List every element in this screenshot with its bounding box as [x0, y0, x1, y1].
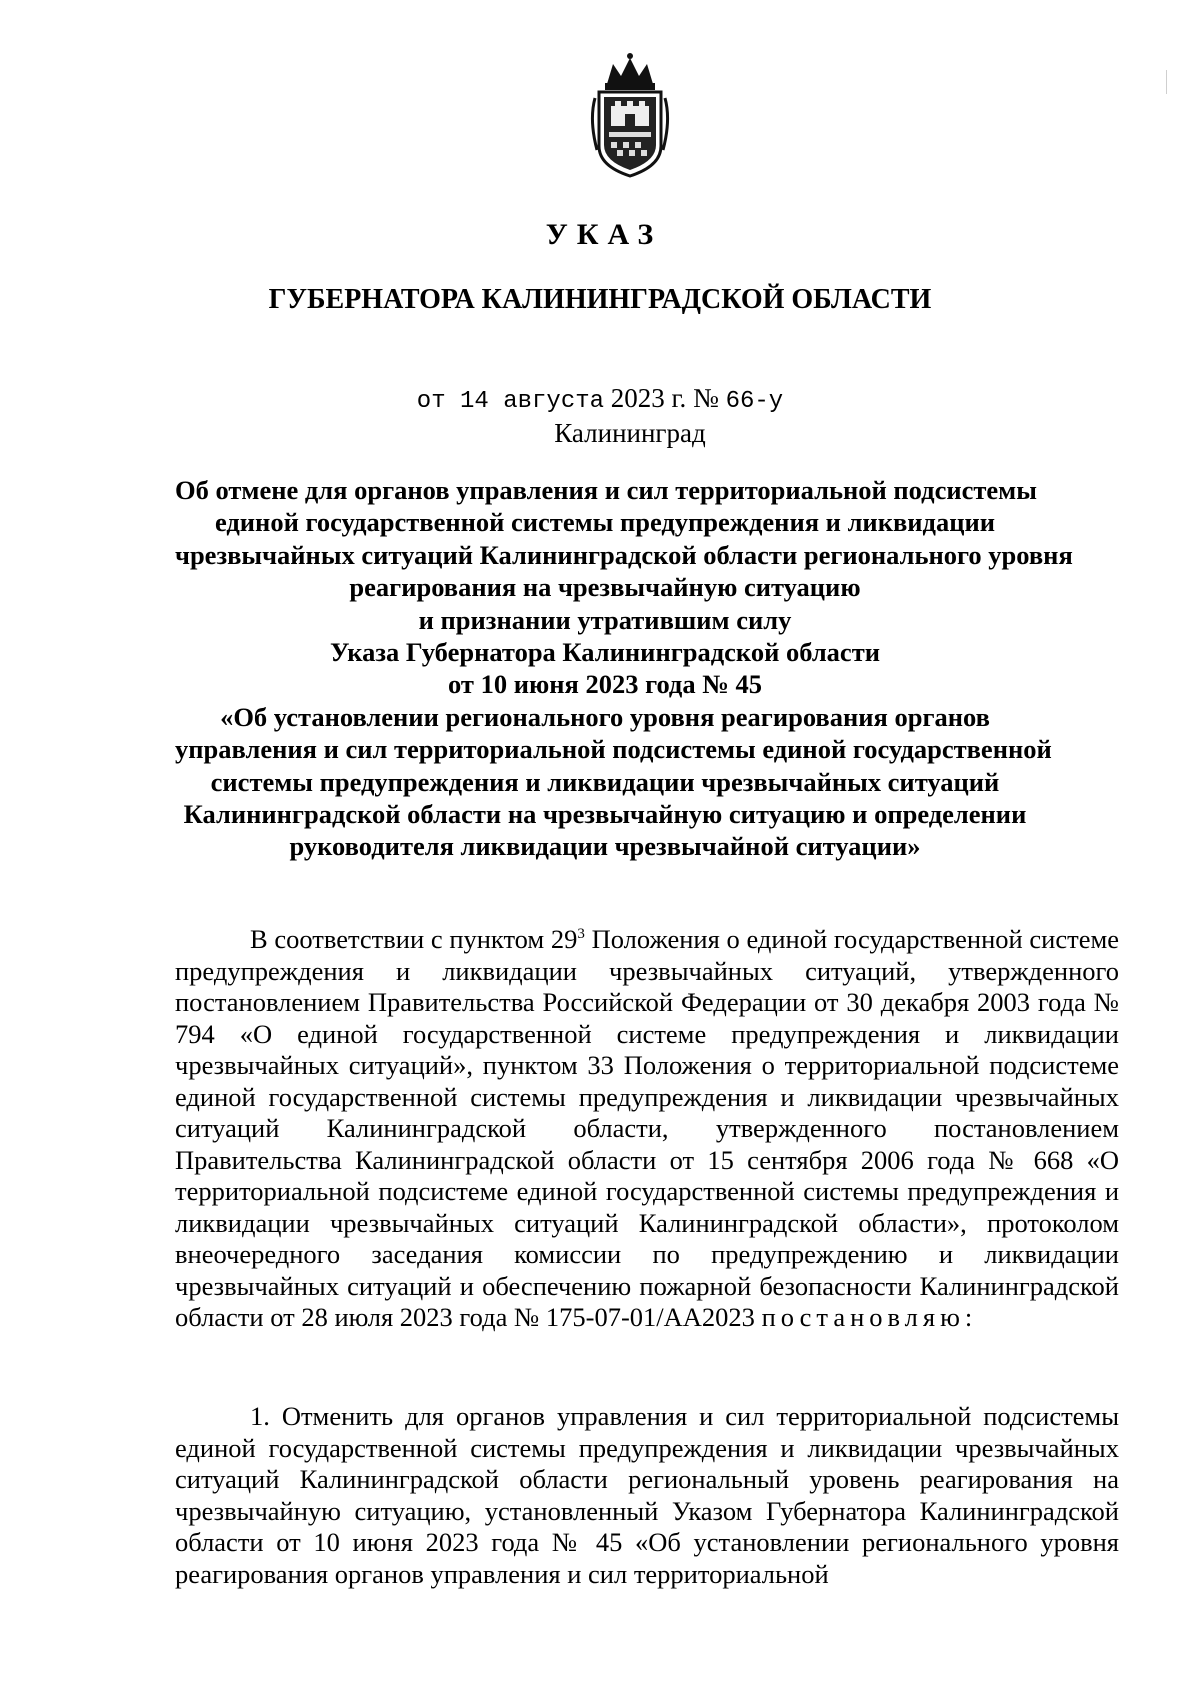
title-line: Калининградской области на чрезвычайную ситуацию и определении — [183, 799, 1027, 830]
title-line: управления и сил территориальной подсистемы единой государственной — [175, 734, 1052, 765]
date-year: 2023 г. — [610, 383, 687, 413]
coat-of-arms-icon — [585, 50, 675, 180]
city: Калининград — [554, 418, 706, 448]
title-line: и признании утратившим силу — [418, 604, 792, 635]
preamble-text: Положения о единой государственной системе предупреждения и ликвидации чрезвычайных ситуаций, утвержденного постановлением Правительства Российской Федерации от 30 декабря 2003 года № 794 «О единой государственной системе предупреждения и ликвидации чрезвычайных ситуаций», пунктом 33 Положения о территориальной подсистеме единой государственной системы предупреждения и ликвидации чрезвычайных ситуаций Калининградской области, утвержденного постановлением Правительства Калининградской области от 15 сентября 2006 года № 668 «О территориальной подсистеме единой государственной системы предупреждения и ликвидации чрезвычайных ситуаций Калининградской области», протоколом внеочередного заседания комиссии по предупреждению и ликвидации чрезвычайных ситуаций и обеспечению пожарной безопасности Калининградской области от 28 июля 2023 года № 175-07-01/АА2023 — [175, 924, 1120, 1332]
title-line: единой государственной системы предупреждения и ликвидации — [214, 507, 996, 538]
preamble-paragraph — [175, 924, 1119, 1334]
title-line: от 10 июня 2023 года № 45 — [448, 669, 762, 700]
clause-1-paragraph: 1. Отменить для органов управления и сил территориальной подсистемы единой государственной системы предупреждения и ликвидации чрезвычайных ситуаций Калининградской области региональный уровень реагирования на чрезвычайную ситуацию, установленный Указом Губернатора Калининградской области от 10 июня 2023 года № 45 «Об установлении регионального уровня реагирования органов управления и сил территориальной — [175, 1401, 1119, 1589]
title-line: системы предупреждения и ликвидации чрезвычайных ситуаций — [210, 766, 1000, 797]
document-title — [175, 474, 1073, 863]
title-line: чрезвычайных ситуаций Калининградской области регионального уровня — [175, 539, 1073, 570]
title-line: Указа Губернатора Калининградской области — [330, 637, 880, 668]
number-sign: № — [693, 383, 719, 413]
dateline — [0, 383, 1200, 415]
title-line: Об отмене для органов управления и сил территориальной подсистемы — [175, 475, 1037, 505]
document-number: 66-у — [725, 388, 784, 415]
document-type: УКАЗ — [545, 218, 663, 251]
date-prefix: от 14 августа — [416, 388, 605, 415]
issuer-title: ГУБЕРНАТОРА КАЛИНИНГРАДСКОЙ ОБЛАСТИ — [268, 284, 932, 315]
decree-word: постановляю: — [761, 1302, 978, 1332]
title-line: «Об установлении регионального уровня реагирования органов — [220, 701, 990, 732]
preamble-text-start: В соответствии с пунктом 29 — [250, 924, 578, 954]
scan-mark — [1166, 70, 1167, 94]
paragraph-superscript: 3 — [577, 926, 585, 943]
title-line: реагирования на чрезвычайную ситуацию — [349, 572, 861, 603]
title-line: руководителя ликвидации чрезвычайной ситуации» — [289, 831, 921, 862]
